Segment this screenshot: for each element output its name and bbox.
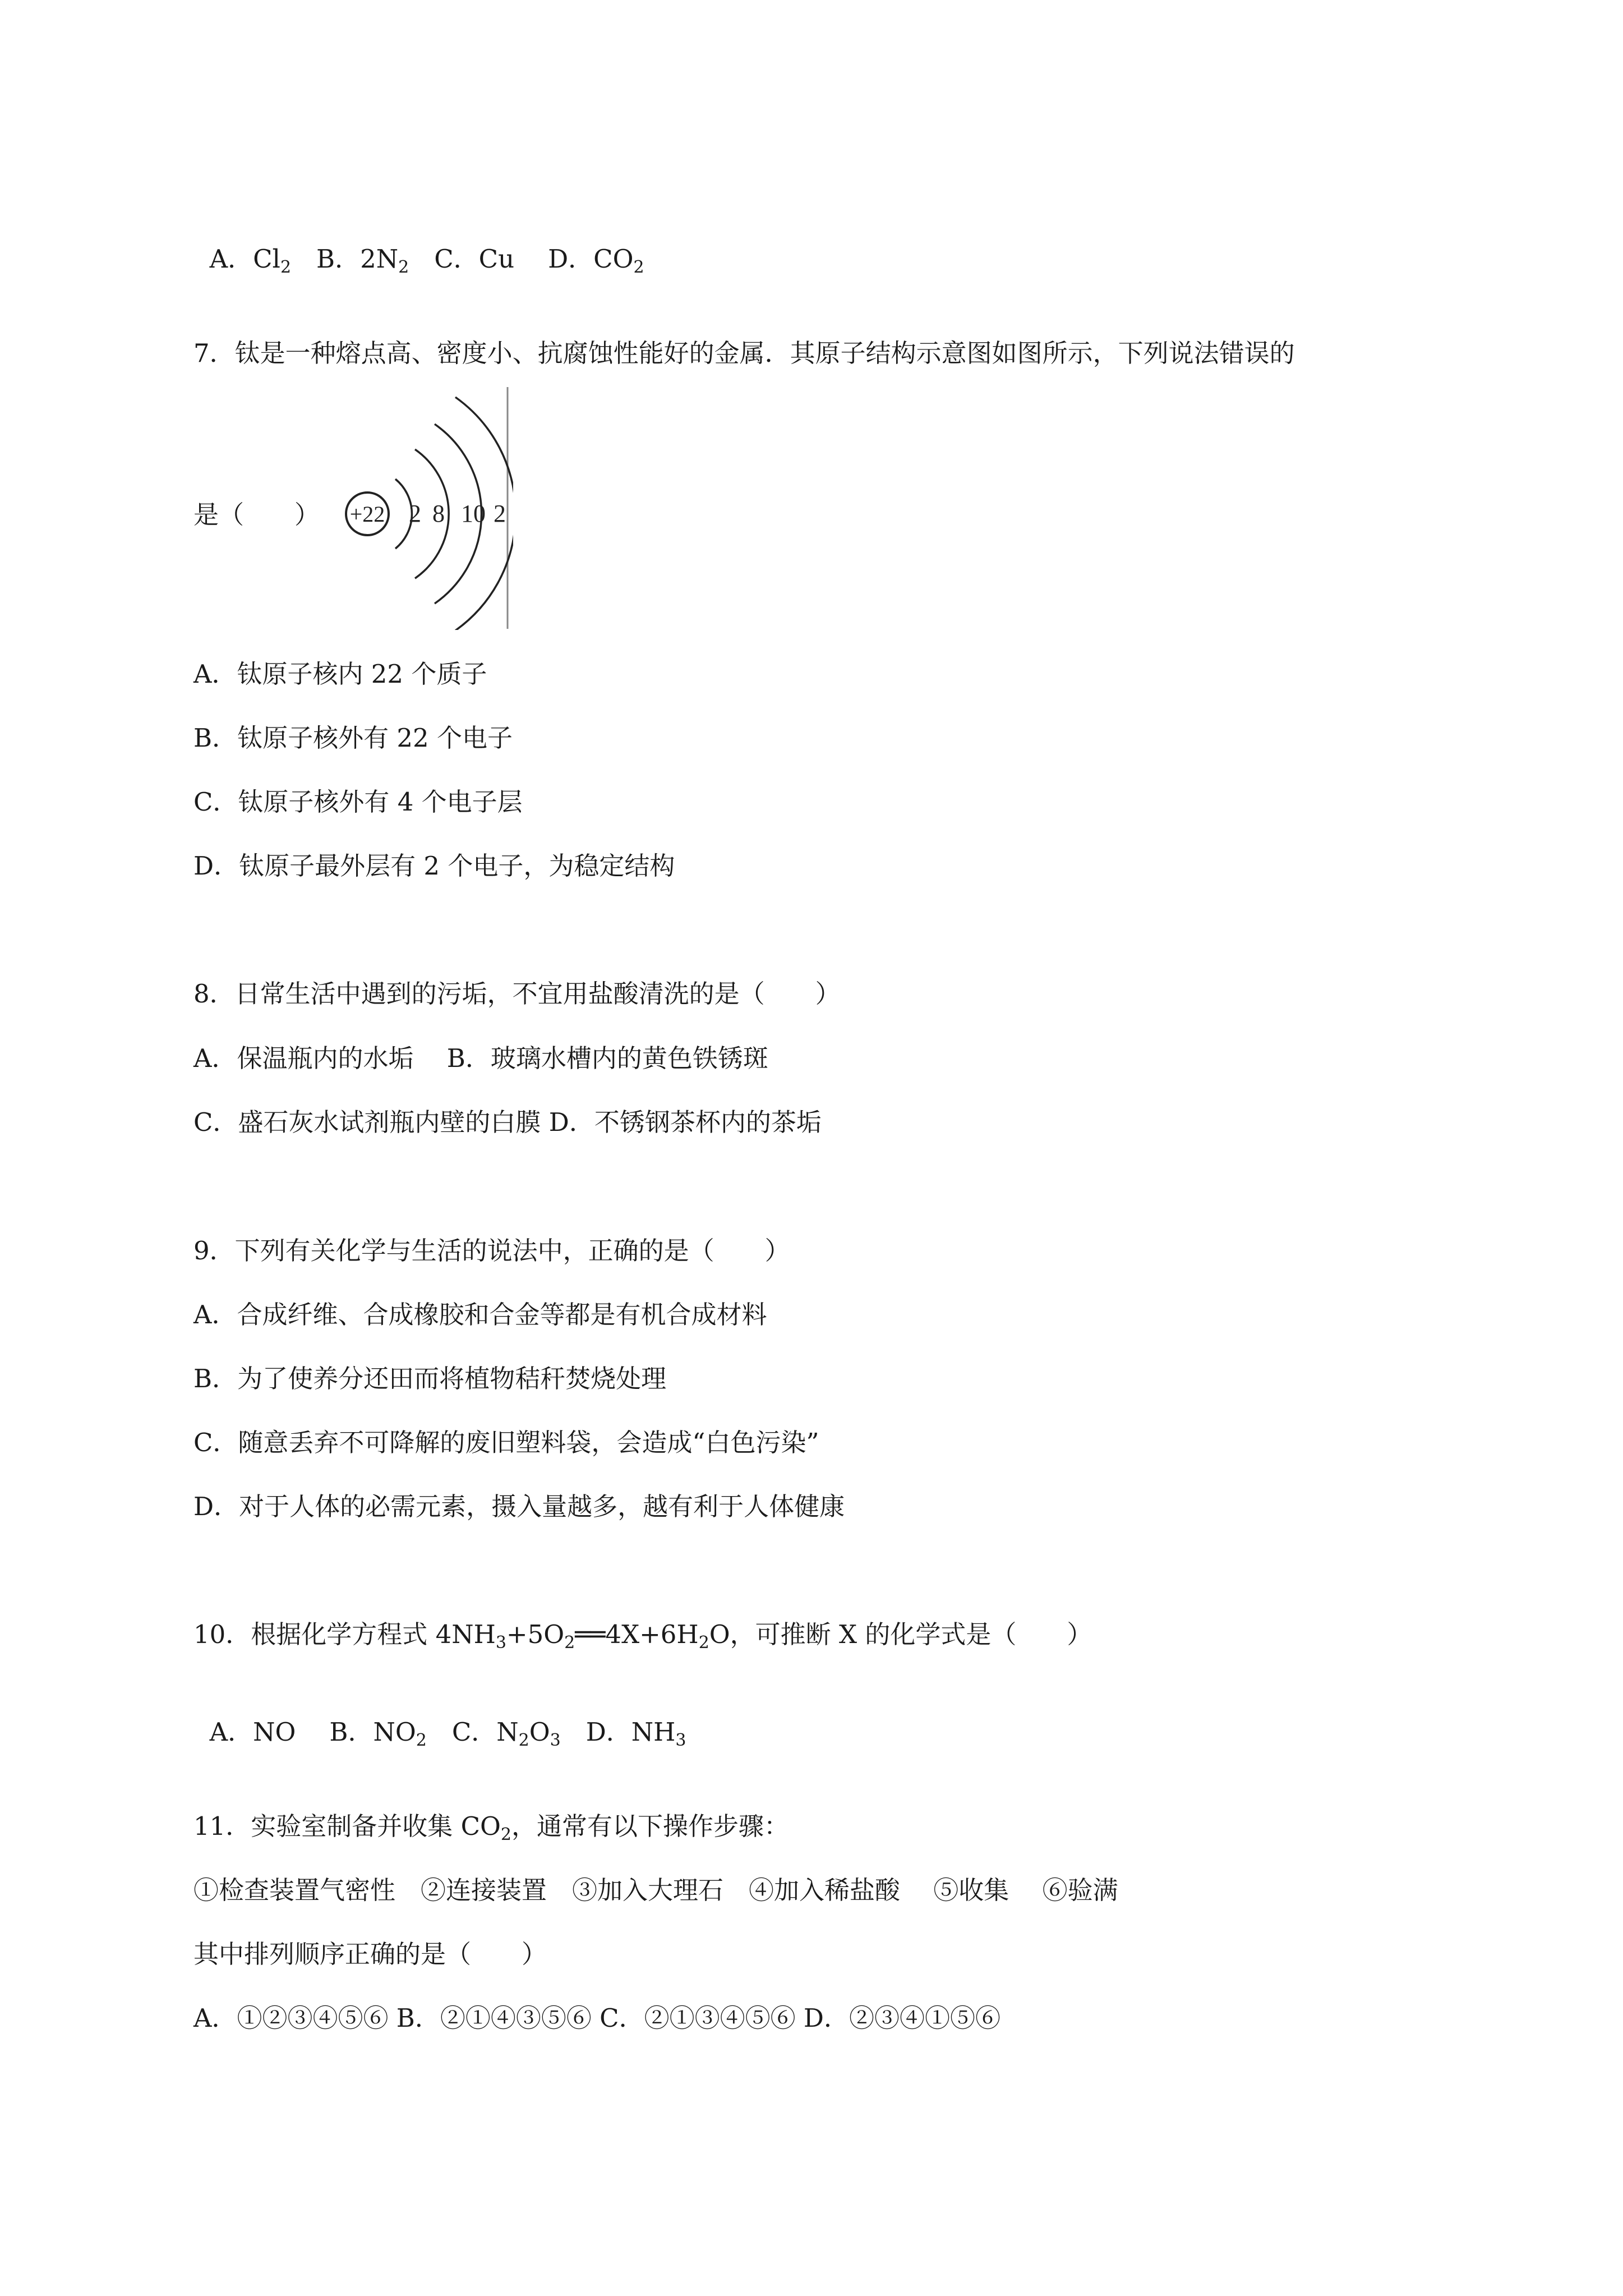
q7-option-d: D．钛原子最外层有 2 个电子，为稳定结构 xyxy=(193,851,675,881)
q6-option-d: D．$CO_2$ xyxy=(548,244,644,277)
q8-options-line-2: C．盛石灰水试剂瓶内壁的白膜 D．不锈钢茶杯内的茶垢 xyxy=(193,1107,822,1137)
shell-electrons-1: 2 xyxy=(409,500,421,527)
q9-option-d: D．对于人体的必需元素，摄入量越多，越有利于人体健康 xyxy=(193,1492,845,1521)
q10-option-d: D．$NH_3$ xyxy=(585,1717,686,1750)
q11-options: A．①②③④⑤⑥ B．②①④③⑤⑥ C．②①③④⑤⑥ D．②③④①⑤⑥ xyxy=(193,2003,1000,2033)
q6-option-b: B．$2N_2$ xyxy=(316,244,409,277)
q10-option-b: B．$NO_2$ xyxy=(329,1717,427,1750)
q9-option-a: A．合成纤维、合成橡胶和合金等都是有机合成材料 xyxy=(193,1300,767,1329)
q9-option-c: C．随意丢弃不可降解的废旧塑料袋，会造成“白色污染” xyxy=(193,1428,819,1457)
q7-stem: 7．钛是一种熔点高、密度小、抗腐蚀性能好的金属．其原子结构示意图如图所示，下列说法错误的 xyxy=(193,338,1295,368)
q9-option-b: B．为了使养分还田而将植物秸秆焚烧处理 xyxy=(193,1364,667,1393)
q10-stem: 10．根据化学方程式 $4NH_3+5O_2══4X+6H_2O$，可推断 X 的化学式是（ ） xyxy=(193,1619,1092,1653)
q6-option-a: A．$Cl_2$ xyxy=(209,244,292,277)
q7-option-a: A．钛原子核内 22 个质子 xyxy=(193,659,487,689)
shell-electrons-3: 10 xyxy=(461,500,486,527)
q8-options-line-1: A．保温瓶内的水垢 B．玻璃水槽内的黄色铁锈斑 xyxy=(193,1043,768,1073)
q10-options xyxy=(193,1682,686,1749)
q7-option-c: C．钛原子核外有 4 个电子层 xyxy=(193,787,523,817)
q8-stem: 8．日常生活中遇到的污垢，不宜用盐酸清洗的是（ ） xyxy=(193,979,841,1009)
q7-option-b: B．钛原子核外有 22 个电子 xyxy=(193,723,513,753)
q9-stem: 9．下列有关化学与生活的说法中，正确的是（ ） xyxy=(193,1236,790,1266)
q7-stem-continued: 是（ ） xyxy=(193,500,320,530)
q11-stem: 11．实验室制备并收集 $CO_2$，通常有以下操作步骤： xyxy=(193,1811,789,1844)
shell-electrons-2: 8 xyxy=(432,500,445,527)
q6-option-c: C．Cu xyxy=(434,244,515,274)
shell-electrons-4: 2 xyxy=(494,500,506,527)
atom-structure-diagram xyxy=(336,386,513,630)
nucleus-charge: +22 xyxy=(349,501,385,527)
q11-steps: ①检查装置气密性 ②连接装置 ③加入大理石 ④加入稀盐酸 ⑤收集 ⑥验满 xyxy=(193,1875,1118,1905)
q10-option-a: A．NO xyxy=(209,1717,296,1747)
q6-options xyxy=(193,209,644,276)
q11-stem-2: 其中排列顺序正确的是（ ） xyxy=(193,1939,547,1969)
q10-option-c: C．$N_2O_3$ xyxy=(451,1717,561,1750)
